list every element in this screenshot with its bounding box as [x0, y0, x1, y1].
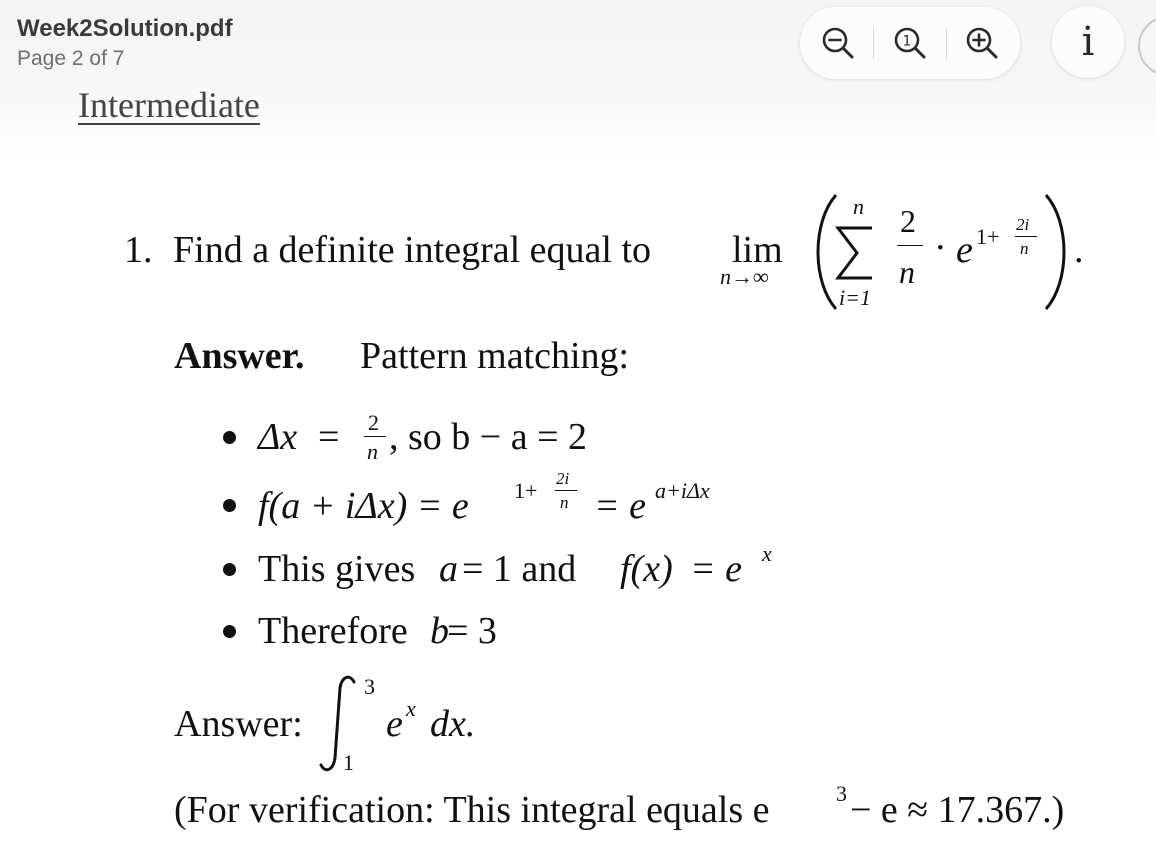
- magnifier-plus-icon: [962, 23, 1002, 63]
- verification-tail: − e ≈ 17.367.): [850, 789, 1065, 831]
- sum-upper-limit: n: [853, 194, 864, 219]
- bullet1-fraction-bar: [364, 436, 386, 437]
- problem-number: 1.: [124, 229, 153, 271]
- delta-x: Δx: [258, 416, 298, 458]
- exponent-fraction-denominator: n: [1020, 239, 1029, 258]
- integrand-differential: dx.: [430, 703, 476, 745]
- document-title: Week2Solution.pdf: [17, 15, 233, 42]
- exponent-lead: 1+: [976, 224, 1000, 249]
- bullet2-rhs-exponent: a+iΔx: [655, 478, 710, 503]
- bullet3-fx: f(x): [620, 548, 673, 590]
- problem-prompt: Find a definite integral equal to: [173, 229, 652, 271]
- bullet-marker: [223, 563, 236, 576]
- verification-exponent: 3: [836, 781, 847, 806]
- fraction-numerator: 2: [900, 203, 916, 239]
- magnifier-minus-icon: [818, 23, 858, 63]
- integrand-exponent: x: [406, 696, 416, 721]
- bullet4-text-a: Therefore: [258, 610, 408, 652]
- bullet3-text-a: This gives: [258, 548, 416, 590]
- dot-operator: ·: [934, 227, 947, 269]
- answer-intro: Pattern matching:: [360, 335, 630, 377]
- bullet-marker: [223, 499, 236, 512]
- answer-label: Answer.: [174, 335, 305, 377]
- period: .: [1074, 229, 1084, 271]
- info-icon: i: [1081, 19, 1095, 65]
- magnifier-one-icon: [890, 23, 930, 63]
- bullet2-rhs: = e: [594, 485, 647, 527]
- integral-upper-limit: 3: [364, 674, 375, 699]
- fraction-bar: [897, 245, 923, 246]
- bullet2-exponent-fraction-denominator: n: [560, 493, 569, 512]
- zoom-controls: [800, 7, 1020, 79]
- actual-size-button[interactable]: [890, 23, 930, 63]
- fraction-denominator: n: [899, 254, 915, 290]
- exponent-fraction-numerator: 2i: [1016, 215, 1030, 234]
- page-indicator: Page 2 of 7: [17, 47, 125, 70]
- bullet2-lhs: f(a + iΔx) = e: [258, 485, 469, 527]
- exponential-base: e: [956, 229, 973, 271]
- bullet3-exponent: x: [762, 541, 772, 566]
- toolbar-divider: [873, 27, 874, 59]
- exponent-fraction-bar: [1015, 236, 1037, 237]
- limit-subscript: n→∞: [720, 264, 769, 289]
- bullet-marker: [223, 431, 236, 444]
- zoom-in-button[interactable]: [962, 23, 1002, 63]
- bullet1-fraction-denominator: n: [367, 439, 378, 464]
- bullet3-text-b: = 1 and: [462, 548, 577, 590]
- svg-text:1: 1: [902, 33, 912, 50]
- verification-text: (For verification: This integral equals e: [174, 789, 770, 831]
- bullet2-exponent-fraction-numerator: 2i: [556, 469, 570, 488]
- bullet1-text: , so b − a = 2: [389, 416, 588, 458]
- bullet2-exponent-fraction-bar: [555, 490, 577, 491]
- zoom-out-button[interactable]: [818, 23, 858, 63]
- integrand-base: e: [386, 703, 403, 745]
- info-button[interactable]: [1052, 6, 1124, 78]
- limit-operator: lim: [732, 229, 783, 271]
- bullet-marker: [223, 625, 236, 638]
- equals-sign: =: [318, 416, 340, 458]
- bullet1-fraction-numerator: 2: [368, 410, 379, 435]
- bullet3-var-a: a: [439, 548, 458, 590]
- section-heading: Intermediate: [78, 85, 260, 125]
- bullet4-text-b: = 3: [447, 610, 497, 652]
- bullet3-text-c: = e: [690, 548, 743, 590]
- integral-lower-limit: 1: [343, 750, 354, 775]
- summation-sigma: [835, 224, 875, 282]
- right-paren: [1040, 192, 1076, 312]
- bullet2-exponent-lead: 1+: [514, 478, 538, 503]
- toolbar-divider: [946, 27, 947, 59]
- bullet4-var-b: b: [430, 610, 449, 652]
- final-answer-label: Answer:: [174, 703, 303, 745]
- sum-lower-limit: i=1: [839, 285, 871, 310]
